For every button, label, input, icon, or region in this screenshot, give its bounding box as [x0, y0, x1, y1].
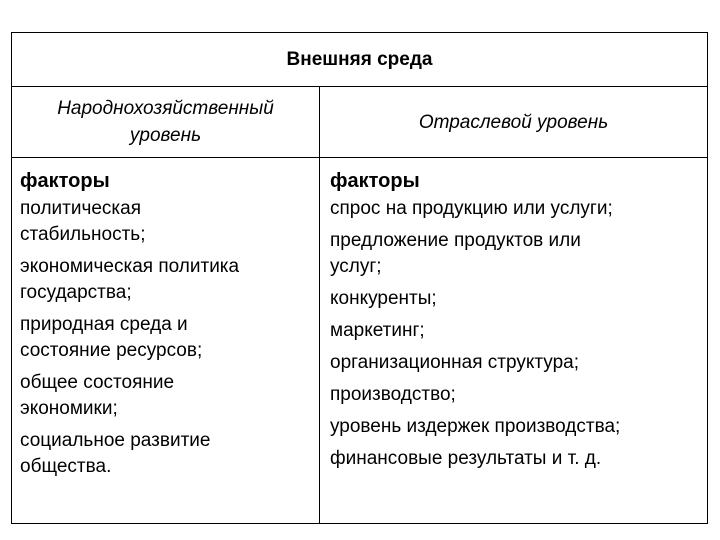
column-header-national-label: Народнохозяйственный уровень — [57, 98, 274, 146]
industry-factors-cell — [320, 158, 707, 523]
column-header-industry-label: Отраслевой уровень — [418, 111, 609, 133]
list-item: уровень издержек производства; — [330, 416, 621, 437]
list-item: предложение продуктов или услуг; — [330, 230, 581, 277]
list-item: политическая стабильность; — [20, 198, 146, 245]
national-factors-cell — [12, 158, 320, 523]
column-header-industry — [320, 87, 707, 158]
list-item: социальное развитие общества. — [20, 430, 211, 477]
external-environment-table — [11, 32, 708, 524]
list-item: финансовые результаты и т. д. — [330, 448, 602, 469]
table-title: Внешняя среда — [12, 33, 707, 87]
list-item: маркетинг; — [330, 320, 425, 341]
list-item: конкуренты; — [330, 288, 437, 309]
factors-label: факторы — [330, 170, 420, 192]
list-item: общее состояние экономики; — [20, 372, 175, 419]
list-item: экономическая политика государства; — [20, 256, 240, 303]
list-item: спрос на продукцию или услуги; — [330, 198, 613, 219]
list-item: организационная структура; — [330, 352, 579, 373]
factors-label: факторы — [20, 170, 110, 192]
list-item: природная среда и состояние ресурсов; — [20, 314, 203, 361]
column-header-national — [12, 87, 320, 158]
list-item: производство; — [330, 384, 456, 405]
